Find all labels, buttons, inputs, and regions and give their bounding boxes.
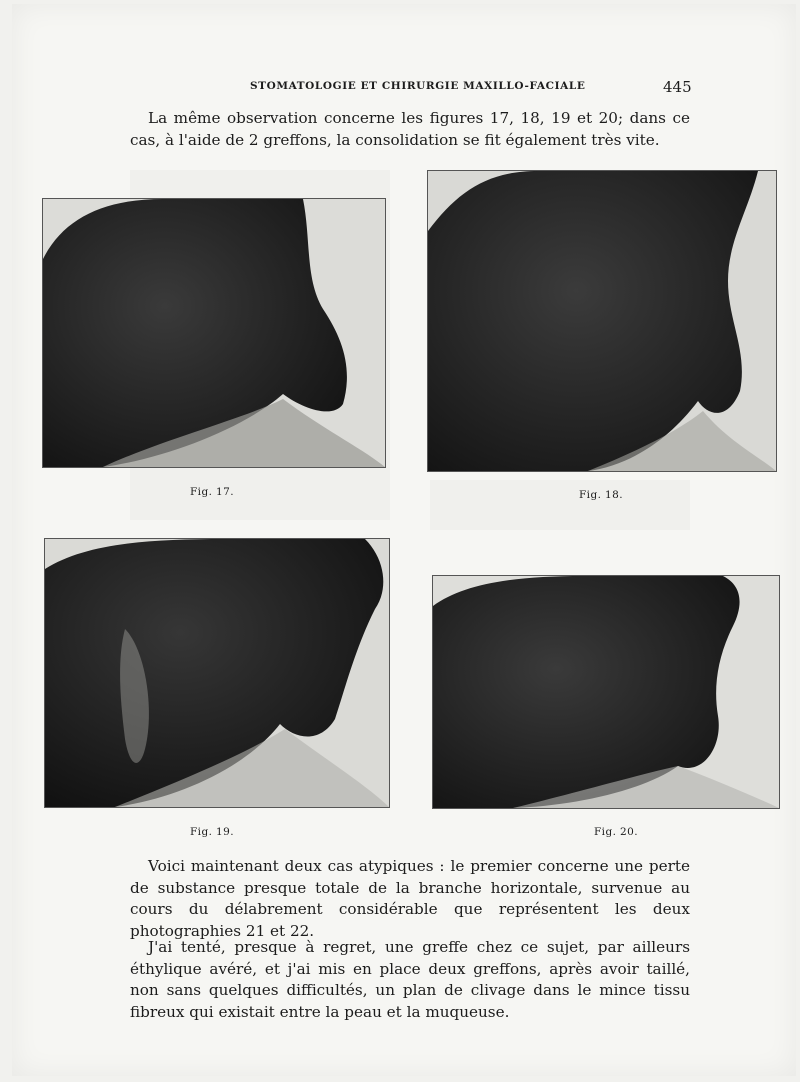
figure-19-caption: Fig. 19.	[190, 826, 234, 838]
paragraph-intro: La même observation concerne les figures 17, 18, 19 et 20; dans ce cas, à l'aide de 2 greffons, la consolidation se fit également très vite.	[130, 109, 690, 149]
bleed-through-shadow	[430, 480, 690, 530]
figure-20-caption: Fig. 20.	[594, 826, 638, 838]
paragraph-atypical-cases: Voici maintenant deux cas atypiques : le premier concerne une perte de substance presque totale de la branche horizontale, survenue au cours du délabrement considérable que représentent les deux photographies 21 et 22.	[130, 857, 690, 940]
paragraph-graft-procedure: J'ai tenté, presque à regret, une greffe chez ce sujet, par ailleurs éthylique avéré, et j'ai mis en place deux greffons, après avoir taillé, non sans quelques difficultés, un plan de clivage dans le mince tissu fibreux qui existait entre la peau et la muqueuse.	[130, 938, 690, 1021]
figure-18-photo	[427, 170, 777, 472]
figure-20-photo	[432, 575, 780, 809]
figure-18-caption: Fig. 18.	[579, 489, 623, 501]
figure-19-photo	[44, 538, 390, 808]
figure-17-photo	[42, 198, 386, 468]
running-head: STOMATOLOGIE ET CHIRURGIE MAXILLO-FACIALE	[250, 80, 586, 92]
page-number: 445	[663, 78, 692, 96]
figure-17-caption: Fig. 17.	[190, 486, 234, 498]
